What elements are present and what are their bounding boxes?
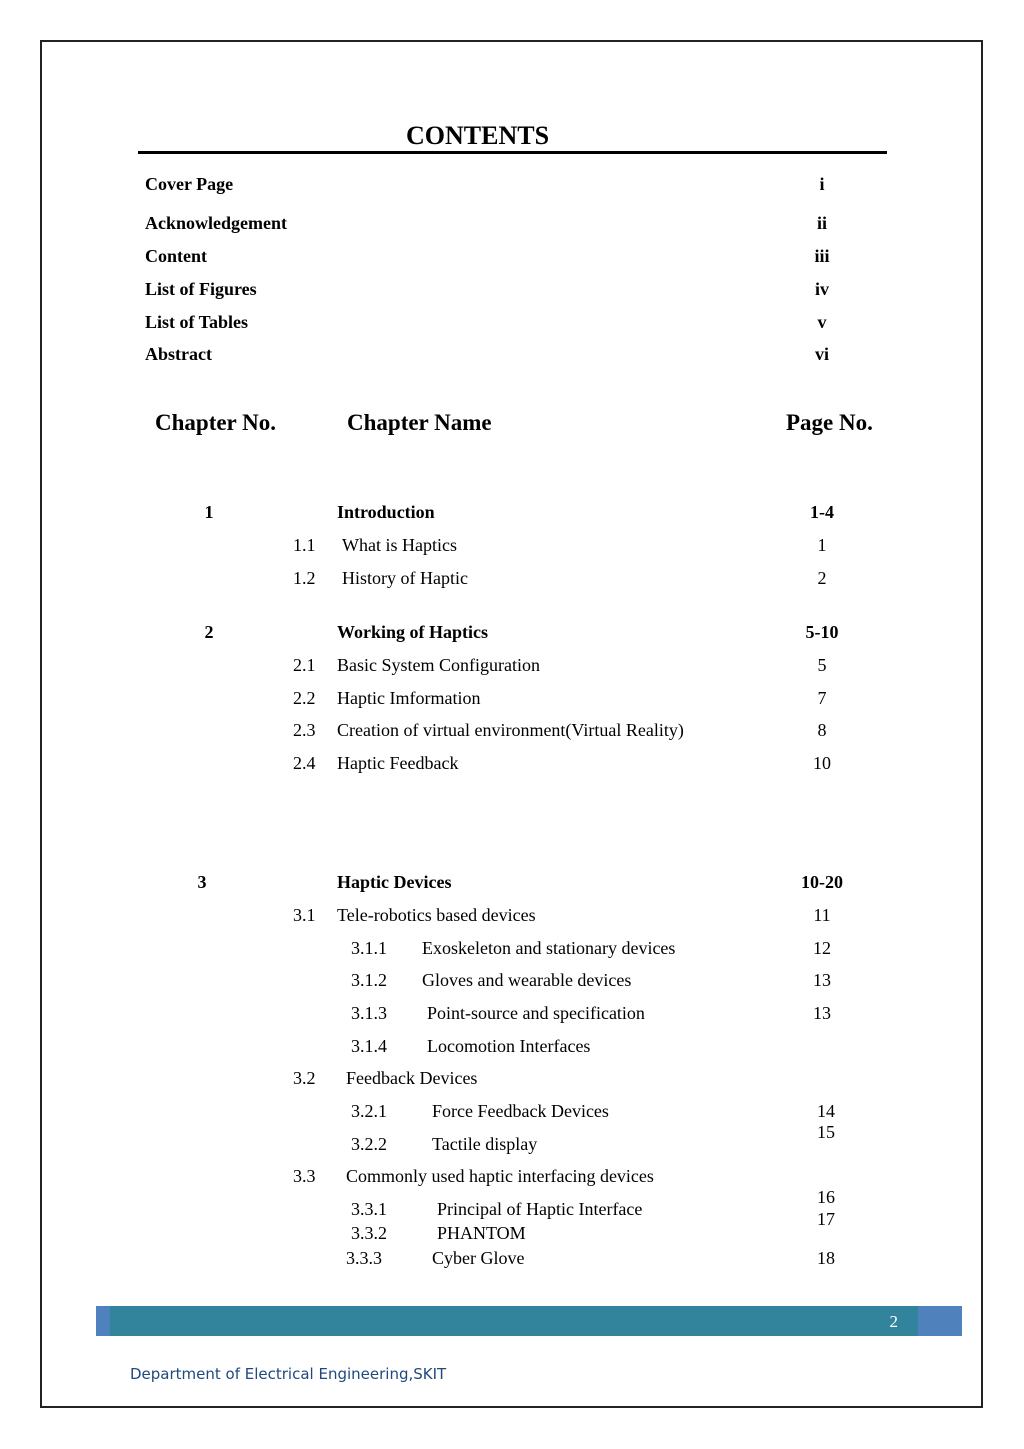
subsection-no: 3.3.2 xyxy=(351,1223,387,1243)
fm-page: i xyxy=(819,174,825,194)
subsection-page: 15 xyxy=(817,1122,835,1142)
section-no: 2.2 xyxy=(293,688,316,708)
footer-bar-left xyxy=(96,1306,110,1336)
title-rule xyxy=(138,151,887,154)
subsection-page: 16 xyxy=(817,1187,835,1207)
subsection-no: 3.3.1 xyxy=(351,1199,387,1219)
section-name: Haptic Imformation xyxy=(337,688,481,708)
chapter-page: 1-4 xyxy=(810,502,834,522)
footer-bar-middle xyxy=(110,1306,918,1336)
fm-page: ii xyxy=(816,213,828,233)
chapter-no: 3 xyxy=(197,872,207,892)
footer-bar xyxy=(96,1306,962,1336)
subsection-page: 13 xyxy=(813,970,831,990)
section-name: Haptic Feedback xyxy=(337,753,459,773)
page-number: 2 xyxy=(889,1312,898,1331)
section-name: Creation of virtual environment(Virtual Reality) xyxy=(337,720,684,740)
section-page: 8 xyxy=(817,720,827,740)
subsection-no: 3.2.1 xyxy=(351,1101,387,1121)
chapter-page: 10-20 xyxy=(801,872,843,892)
fm-label: List of Figures xyxy=(145,279,257,299)
fm-label: Content xyxy=(145,246,207,266)
section-page: 2 xyxy=(817,568,827,588)
chapter-page: 5-10 xyxy=(805,622,839,642)
fm-label: Abstract xyxy=(145,344,212,364)
section-no: 2.3 xyxy=(293,720,316,740)
subsection-page: 18 xyxy=(817,1248,835,1268)
subsection-no: 3.1.2 xyxy=(351,970,387,990)
section-no: 3.2 xyxy=(293,1068,316,1088)
section-name: Commonly used haptic interfacing devices xyxy=(346,1166,654,1186)
fm-page: iv xyxy=(814,279,830,299)
section-no: 2.4 xyxy=(293,753,316,773)
subsection-name: Force Feedback Devices xyxy=(432,1101,609,1121)
subsection-page: 12 xyxy=(813,938,831,958)
section-name: Basic System Configuration xyxy=(337,655,540,675)
section-page: 10 xyxy=(813,753,831,773)
subsection-name: Gloves and wearable devices xyxy=(422,970,632,990)
subsection-name: Exoskeleton and stationary devices xyxy=(422,938,676,958)
section-page: 11 xyxy=(813,905,831,925)
fm-page: vi xyxy=(814,344,830,364)
fm-label: List of Tables xyxy=(145,312,249,332)
chapter-no: 1 xyxy=(204,502,214,522)
chapter-no: 2 xyxy=(204,622,214,642)
section-page: 5 xyxy=(817,655,827,675)
subsection-no: 3.2.2 xyxy=(351,1134,387,1154)
department-footer: Department of Electrical Engineering,SKIT xyxy=(130,1365,447,1383)
fm-page: iii xyxy=(814,246,830,266)
section-name: Feedback Devices xyxy=(346,1068,478,1088)
footer-bar-right xyxy=(918,1306,962,1336)
chapter-name: Working of Haptics xyxy=(337,622,489,642)
chapter-name: Haptic Devices xyxy=(337,872,452,892)
subsection-name: Point-source and specification xyxy=(427,1003,645,1023)
section-no: 1.2 xyxy=(293,568,316,588)
header-chapter-no: Chapter No. xyxy=(155,410,276,435)
section-no: 3.1 xyxy=(293,905,316,925)
section-no: 3.3 xyxy=(293,1166,316,1186)
subsection-name: Locomotion Interfaces xyxy=(427,1036,591,1056)
subsection-page: 17 xyxy=(817,1209,835,1229)
fm-label: Acknowledgement xyxy=(145,213,287,233)
subsection-name: Tactile display xyxy=(432,1134,538,1154)
subsection-no: 3.1.3 xyxy=(351,1003,387,1023)
header-chapter-name: Chapter Name xyxy=(347,410,492,435)
chapter-name: Introduction xyxy=(337,502,435,522)
section-page: 7 xyxy=(817,688,827,708)
header-page-no: Page No. xyxy=(786,410,873,435)
subsection-page: 14 xyxy=(817,1101,835,1121)
fm-label: Cover Page xyxy=(145,174,234,194)
section-no: 2.1 xyxy=(293,655,316,675)
subsection-name: Cyber Glove xyxy=(432,1248,525,1268)
section-page: 1 xyxy=(817,535,827,555)
section-name: History of Haptic xyxy=(342,568,468,588)
section-no: 1.1 xyxy=(293,535,316,555)
section-name: What is Haptics xyxy=(342,535,457,555)
subsection-name: Principal of Haptic Interface xyxy=(437,1199,643,1219)
fm-page: v xyxy=(817,312,827,332)
subsection-no: 3.1.4 xyxy=(351,1036,387,1056)
section-name: Tele-robotics based devices xyxy=(337,905,536,925)
subsection-no: 3.3.3 xyxy=(346,1248,382,1268)
subsection-no: 3.1.1 xyxy=(351,938,387,958)
subsection-name: PHANTOM xyxy=(437,1223,526,1243)
subsection-page: 13 xyxy=(813,1003,831,1023)
